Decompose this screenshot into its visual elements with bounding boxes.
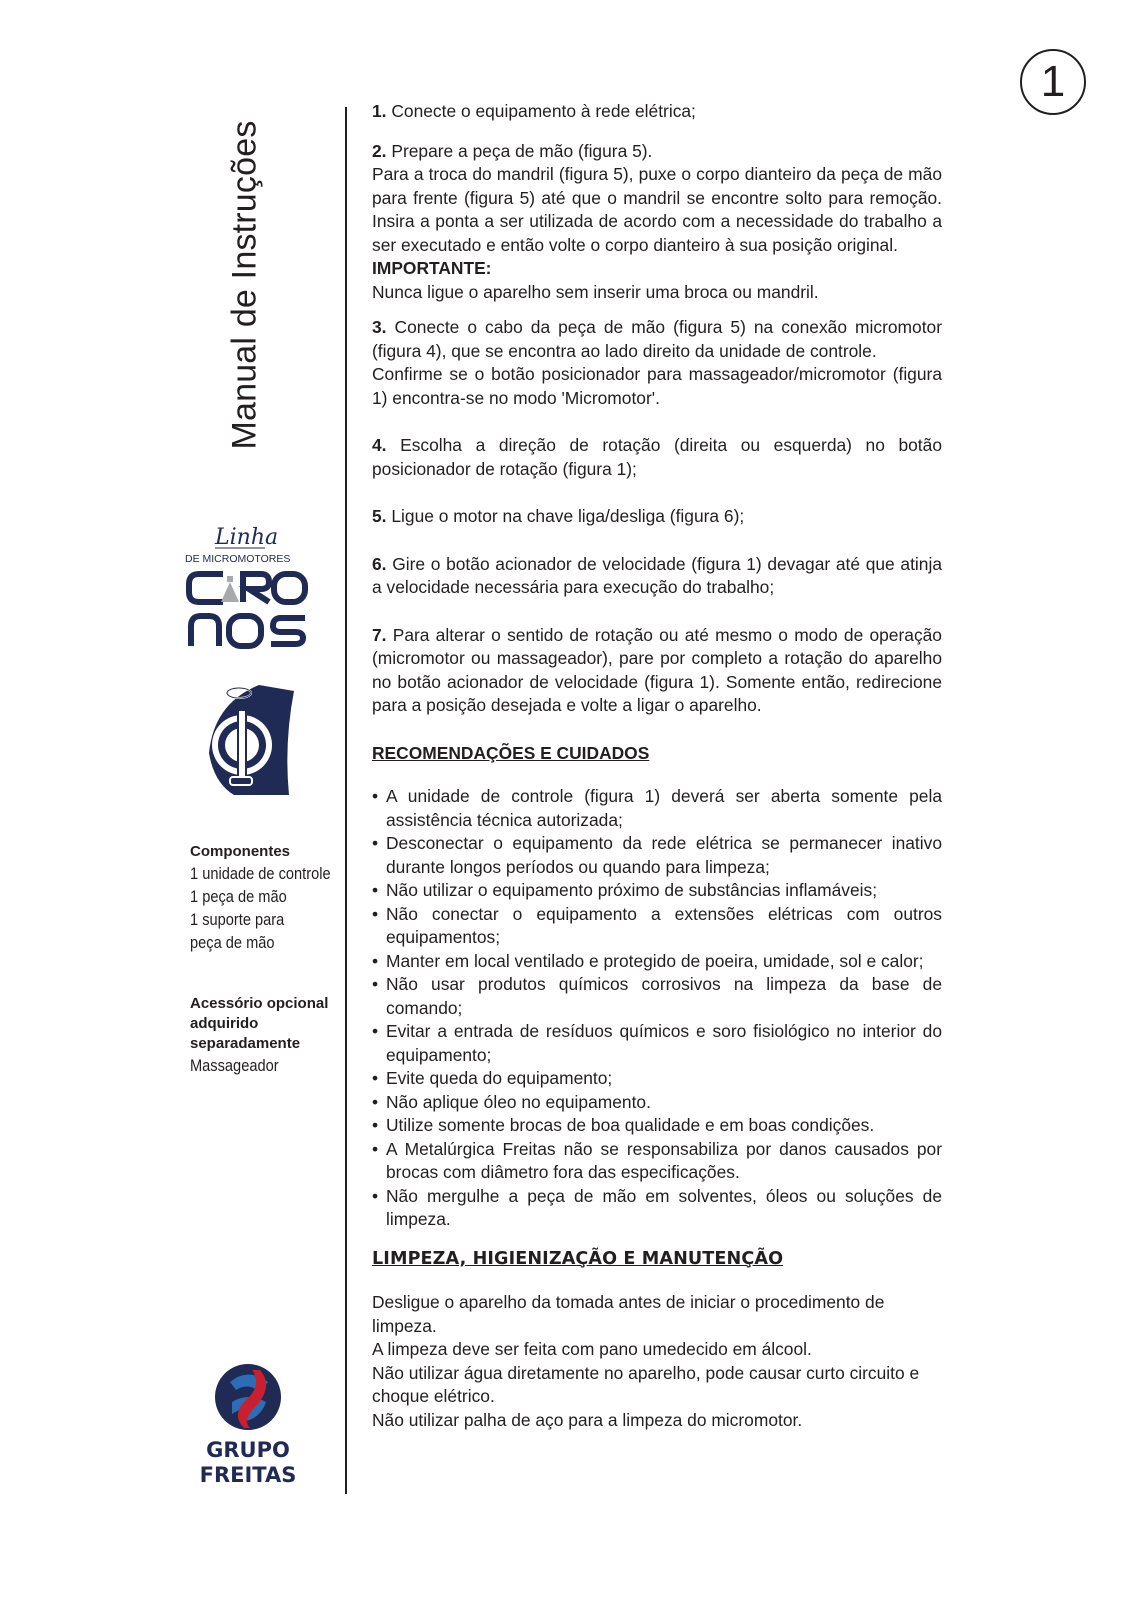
- optional-heading-line: adquirido: [190, 1015, 259, 1032]
- cleaning-text: Não utilizar água diretamente no aparelho, pode causar curto circuito e choque elétrico.: [372, 1362, 920, 1406]
- manual-title: Manual de Instruções: [225, 120, 264, 450]
- step-text: Confirme se o botão posicionador para massageador/micromotor (figura 1) encontra-se no modo 'Micromotor'.: [372, 364, 942, 408]
- step-number: 3.: [372, 317, 387, 337]
- list-item: • Não utilizar o equipamento próximo de substâncias inflamáveis;: [372, 879, 942, 903]
- list-item: • Manter em local ventilado e protegido de poeira, umidade, sol e calor;: [372, 950, 942, 974]
- cleaning-text: Desligue o aparelho da tomada antes de iniciar o procedimento de limpeza.: [372, 1292, 885, 1336]
- cleaning-title: LIMPEZA, HIGIENIZAÇÃO E MANUTENÇÃO: [372, 1248, 784, 1269]
- list-item: • Não aplique óleo no equipamento.: [372, 1091, 942, 1115]
- step-number: 2.: [372, 140, 387, 161]
- cleaning-text: Não utilizar palha de aço para a limpeza do micromotor.: [372, 1409, 803, 1430]
- step-text: Para alterar o sentido de rotação ou até mesmo o modo de operação (micromotor ou massageador), pare por completo a rotação do aparelho no botão acionador de velocidade (figura 1). Somente então, redirecione para a posição desejada e volte a ligar o aparelho.: [372, 624, 942, 715]
- step-4: [372, 434, 942, 481]
- list-item: • A unidade de controle (figura 1) deverá ser aberta somente pela assistência técnica autorizada;: [372, 785, 942, 832]
- step-text: Conecte o cabo da peça de mão (figura 5) na conexão micromotor (figura 4), que se encontra ao lado direito da unidade de controle.: [372, 317, 942, 361]
- logo-linha-text: Linha: [215, 525, 279, 550]
- list-item: • Evitar a entrada de resíduos químicos e soro fisiológico no interior do equipamento;: [372, 1020, 942, 1067]
- step-number: 6.: [372, 553, 387, 574]
- component-item: peça de mão: [190, 933, 275, 952]
- step-3: [372, 316, 942, 410]
- step-number: 5.: [372, 506, 387, 526]
- step-text: Gire o botão acionador de velocidade (figura 1) devagar até que atinja a velocidade necessária para execução do trabalho;: [372, 553, 942, 597]
- optional-heading-line: Acessório opcional: [190, 995, 329, 1012]
- component-item: 1 suporte para: [190, 910, 285, 929]
- step-text: Para a troca do mandril (figura 5), puxe o corpo dianteiro da peça de mão para frente (figura 5) até que o mandril se encontre solto para remoção. Insira a ponta a ser utilizada de acordo com a necessidade do trabalho a ser executado e então volte o corpo dianteiro à sua posição original.: [372, 164, 942, 255]
- cleaning-section: [372, 1291, 942, 1432]
- list-item: • Não conectar o equipamento a extensões elétricas com outros equipamentos;: [372, 903, 942, 950]
- cleaning-text: A limpeza deve ser feita com pano umedecido em álcool.: [372, 1339, 812, 1359]
- step-number: 7.: [372, 624, 387, 645]
- component-item: 1 peça de mão: [190, 887, 287, 906]
- step-text: Conecte o equipamento à rede elétrica;: [391, 101, 696, 121]
- logo-freitas-text: FREITAS: [199, 1463, 297, 1487]
- components-heading: Componentes: [190, 843, 291, 860]
- important-text: Nunca ligue o aparelho sem inserir uma broca ou mandril.: [372, 281, 819, 302]
- components-section: [190, 842, 340, 954]
- optional-heading-line: separadamente: [190, 1035, 301, 1052]
- step-1: [372, 100, 942, 124]
- list-item: • Não usar produtos químicos corrosivos na limpeza da base de comando;: [372, 973, 942, 1020]
- logo-sub-text: DE MICROMOTORES: [185, 553, 291, 565]
- step-6: [372, 553, 942, 600]
- optional-item: Massageador: [190, 1056, 279, 1075]
- component-item: 1 unidade de controle: [190, 864, 331, 883]
- list-item: • A Metalúrgica Freitas não se responsabiliza por danos causados por brocas com diâmetro fora das especificações.: [372, 1138, 942, 1185]
- list-item: • Evite queda do equipamento;: [372, 1067, 942, 1091]
- important-label: IMPORTANTE:: [372, 258, 492, 278]
- step-number: 4.: [372, 435, 387, 455]
- main-content: [372, 100, 942, 1432]
- step-text: Ligue o motor na chave liga/desliga (figura 6);: [391, 506, 745, 526]
- logo-grupo-text: GRUPO: [206, 1438, 290, 1462]
- device-emblem-icon: [204, 683, 304, 803]
- cronos-logo: [185, 520, 315, 655]
- step-number: 1.: [372, 101, 387, 121]
- step-7: [372, 624, 942, 718]
- step-2: [372, 140, 942, 305]
- recommendations-title: RECOMENDAÇÕES E CUIDADOS: [372, 742, 650, 763]
- page-number-badge: 1: [1020, 49, 1086, 115]
- step-5: [372, 505, 942, 529]
- recommendations-list: [372, 785, 942, 1232]
- step-text: Escolha a direção de rotação (direita ou esquerda) no botão posicionador de rotação (figura 1);: [372, 435, 942, 479]
- list-item: • Não mergulhe a peça de mão em solventes, óleos ou soluções de limpeza.: [372, 1185, 942, 1232]
- list-item: • Utilize somente brocas de boa qualidade e em boas condições.: [372, 1114, 942, 1138]
- step-text: Prepare a peça de mão (figura 5).: [391, 140, 653, 161]
- grupo-freitas-logo: [190, 1362, 320, 1492]
- list-item: • Desconectar o equipamento da rede elétrica se permanecer inativo durante longos períodos ou quando para limpeza;: [372, 832, 942, 879]
- optional-accessory-section: [190, 994, 340, 1077]
- column-divider: [345, 107, 347, 1494]
